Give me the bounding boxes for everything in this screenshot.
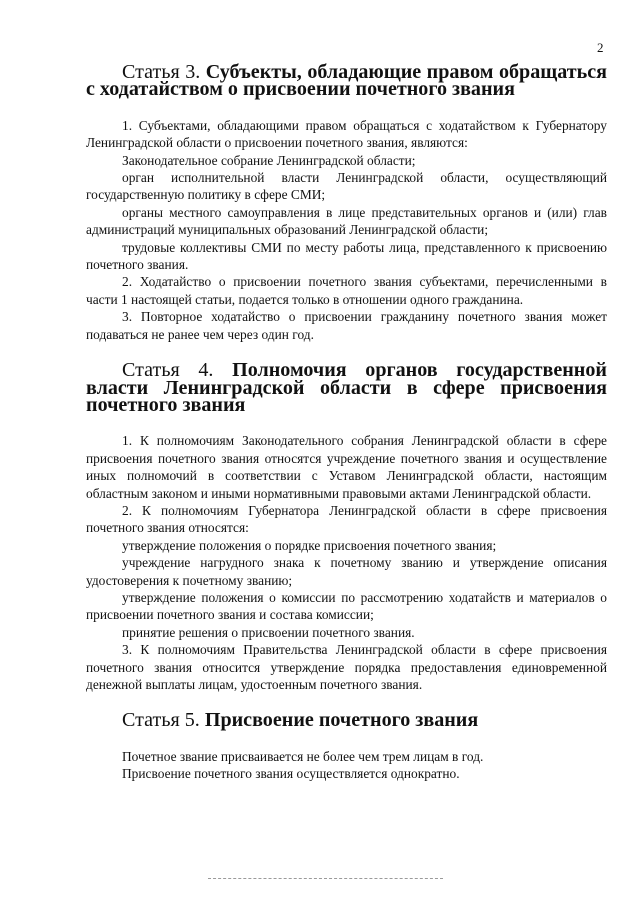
article-4-paragraph: 1. К полномочиям Законодательного собрания Ленинградской области в сфере присвоения почетного звания относятся учреждение почетного звания и осуществление иных полномочий в соответствии с Уставом Ленинградской области, настоящим областным законом и иными нормативными правовыми актами Ленинградской области. xyxy=(86,433,607,501)
article-5-heading xyxy=(86,709,607,732)
article-4-paragraph: утверждение положения о порядке присвоения почетного звания; xyxy=(122,537,497,553)
article-4-title: Полномочия органов государственной власти Ленинградской области в сфере присвоения почетного звания xyxy=(86,359,607,416)
article-3-paragraph: 3. Повторное ходатайство о присвоении гражданину почетного звания может подаваться не ранее чем через один год. xyxy=(86,309,607,342)
article-3-title: Субъекты, обладающие правом обращаться с ходатайством о присвоении почетного звания xyxy=(86,61,607,101)
article-3-paragraph: трудовые коллективы СМИ по месту работы лица, представленного к присвоению почетного звания. xyxy=(86,239,607,273)
article-5-title: Присвоение почетного звания xyxy=(204,709,479,732)
article-3-paragraph: орган исполнительной власти Ленинградской области, осуществляющий государственную политику в сфере СМИ; xyxy=(86,170,607,203)
page-number: 2 xyxy=(597,40,604,55)
article-5 xyxy=(86,709,607,782)
article-4-paragraph: утверждение положения о комиссии по рассмотрению ходатайств и материалов о присвоении почетного звания и состава комиссии; xyxy=(86,589,607,623)
article-3-heading xyxy=(86,61,607,101)
article-5-paragraph: Почетное звание присваивается не более чем трем лицам в год. xyxy=(122,748,484,764)
article-4-paragraph: 2. К полномочиям Губернатора Ленинградской области в сфере присвоения почетного звания относятся: xyxy=(86,502,607,536)
article-5-label: Статья 5. xyxy=(122,709,200,732)
article-4-heading xyxy=(86,359,607,416)
article-5-paragraph: Присвоение почетного звания осуществляется однократно. xyxy=(122,766,460,782)
bottom-divider xyxy=(208,878,443,879)
article-4-label: Статья 4. xyxy=(122,359,214,382)
article-3-paragraph: 1. Субъектами, обладающими правом обращаться с ходатайством к Губернатору Ленинградской области о присвоении почетного звания, являются: xyxy=(86,117,607,151)
document-body xyxy=(86,61,607,783)
article-4-paragraph: 3. К полномочиям Правительства Ленинградской области в сфере присвоения почетного звания относится утверждение порядка предоставления единовременной денежной выплаты лицам, удостоенным почетного звания. xyxy=(86,642,607,692)
article-4 xyxy=(86,359,607,693)
article-3-label: Статья 3. xyxy=(122,61,201,83)
article-4-paragraph: учреждение нагрудного знака к почетному званию и утверждение описания удостоверения к почетному званию; xyxy=(86,555,607,588)
article-3-paragraph: Законодательное собрание Ленинградской области; xyxy=(122,152,416,168)
article-3-paragraph: 2. Ходатайство о присвоении почетного звания субъектами, перечисленными в части 1 настоящей статьи, подается только в отношении одного гражданина. xyxy=(86,274,607,307)
article-3 xyxy=(86,61,607,343)
article-4-paragraph: принятие решения о присвоении почетного звания. xyxy=(122,624,415,640)
article-3-paragraph: органы местного самоуправления в лице представительных органов и (или) глав администраций муниципальных образований Ленинградской области; xyxy=(86,204,607,238)
